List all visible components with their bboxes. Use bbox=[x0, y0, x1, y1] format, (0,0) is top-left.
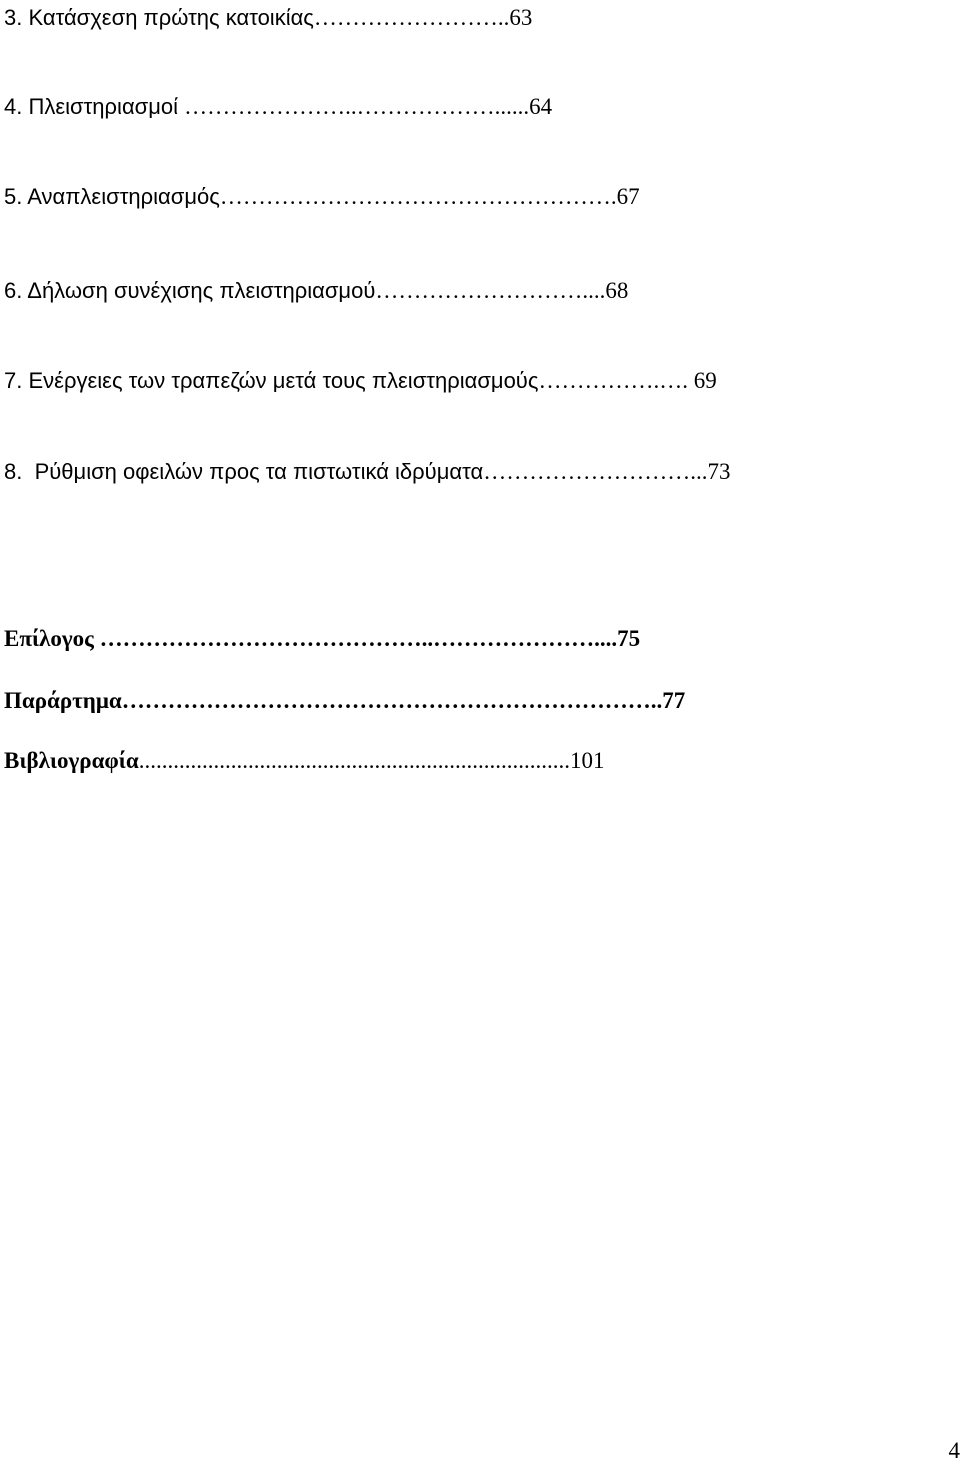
toc-leader-dots: ……………………….... bbox=[375, 278, 606, 303]
toc-entry-5 bbox=[4, 183, 640, 211]
toc-entry-label: 4. Πλειστηριασμοί bbox=[4, 94, 185, 119]
toc-page-number: 73 bbox=[707, 459, 731, 484]
toc-leader-dots: ……………………………………………. bbox=[219, 184, 617, 209]
toc-entry-7 bbox=[4, 367, 717, 395]
toc-leader-dots: ........................................................................... bbox=[138, 748, 570, 773]
toc-entry-appendix bbox=[4, 687, 685, 715]
toc-entry-label: 7. Ενέργειες των τραπεζών μετά τους πλειστηριασμούς bbox=[4, 368, 539, 393]
toc-entry-label: 8. Ρύθμιση οφειλών προς τα πιστωτικά ιδρύματα bbox=[4, 459, 484, 484]
toc-entry-bibliography bbox=[4, 747, 605, 775]
toc-entry-label: 3. Κατάσχεση πρώτης κατοικίας bbox=[4, 5, 314, 30]
toc-leader-dots: ……………………………………..………………….... bbox=[99, 626, 618, 651]
toc-page-number: 101 bbox=[570, 748, 605, 773]
toc-entry-8 bbox=[4, 458, 730, 486]
toc-page-number: 77 bbox=[662, 688, 686, 713]
toc-entry-4 bbox=[4, 93, 552, 121]
toc-entry-6 bbox=[4, 277, 628, 305]
toc-entry-label: Βιβλιογραφία bbox=[4, 748, 139, 773]
toc-leader-dots: …………….…. bbox=[538, 368, 694, 393]
toc-page-number: 75 bbox=[617, 626, 641, 651]
toc-entry-epilogue bbox=[4, 625, 640, 653]
toc-page-number: 69 bbox=[693, 368, 717, 393]
toc-page-number: 67 bbox=[616, 184, 640, 209]
toc-leader-dots: ………………………... bbox=[483, 459, 708, 484]
toc-entry-label: 6. Δήλωση συνέχισης πλειστηριασμού bbox=[4, 278, 376, 303]
toc-entry-label: 5. Αναπλειστηριασμός bbox=[4, 184, 220, 209]
toc-leader-dots: …………………..………………...... bbox=[184, 94, 530, 119]
page-number: 4 bbox=[948, 1438, 960, 1463]
toc-page-number: 64 bbox=[529, 94, 553, 119]
toc-entry-label: Παράρτημα bbox=[4, 688, 122, 713]
toc-page-number: 68 bbox=[605, 278, 629, 303]
toc-entry-label: Επίλογος bbox=[4, 626, 100, 651]
toc-leader-dots: …………………….. bbox=[313, 5, 510, 30]
toc-leader-dots: …………………………………………………………….. bbox=[121, 688, 663, 713]
toc-page-number: 63 bbox=[509, 5, 533, 30]
toc-entry-3 bbox=[4, 4, 532, 32]
